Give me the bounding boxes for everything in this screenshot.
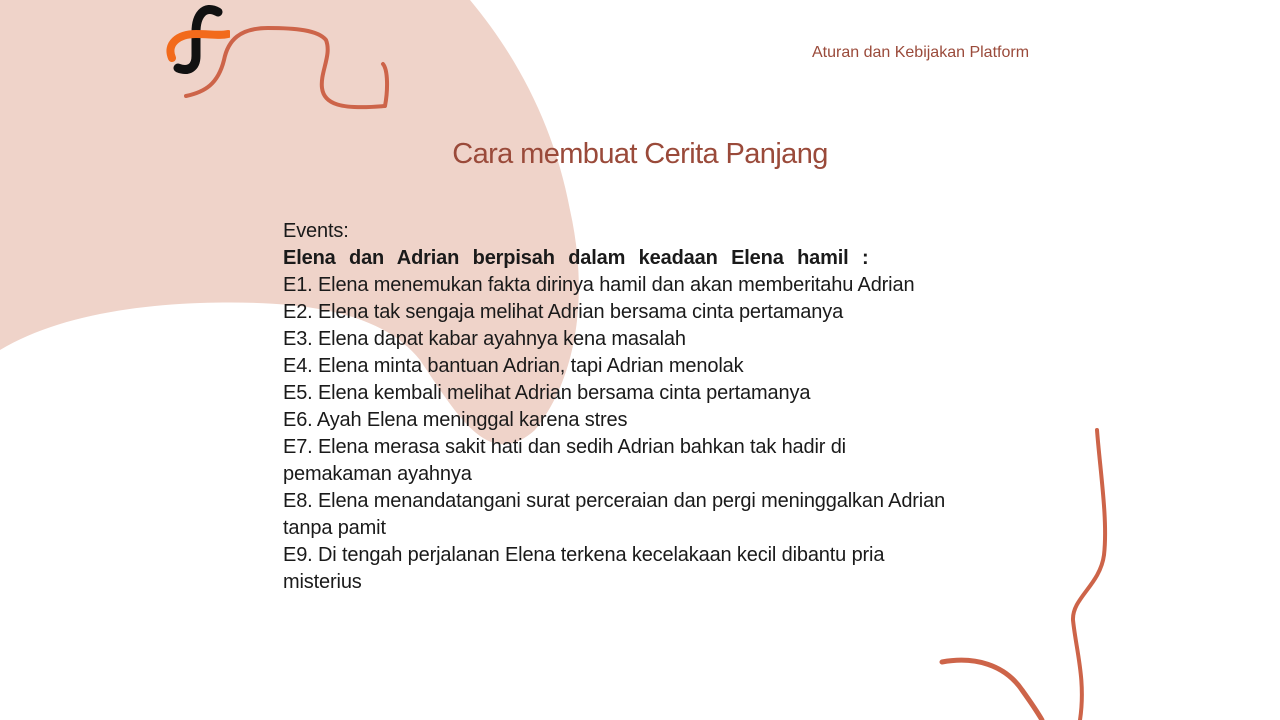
event-item-e2: E2. Elena tak sengaja melihat Adrian bersama cinta pertamanya xyxy=(283,301,844,323)
page-title: Cara membuat Cerita Panjang xyxy=(452,138,828,170)
event-item-e4: E4. Elena minta bantuan Adrian, tapi Adrian menolak xyxy=(283,355,744,377)
event-item-e1: E1. Elena menemukan fakta dirinya hamil dan akan memberitahu Adrian xyxy=(283,274,915,296)
brand-logo-icon xyxy=(166,4,230,76)
event-item-e6: E6. Ayah Elena meninggal karena stres xyxy=(283,409,628,431)
event-item-e9: E9. Di tengah perjalanan Elena terkena kecelakaan kecil dibantu pria misterius xyxy=(283,544,885,593)
event-item-e5: E5. Elena kembali melihat Adrian bersama cinta pertamanya xyxy=(283,382,811,404)
events-label: Events: xyxy=(283,220,349,242)
event-item-e7: E7. Elena merasa sakit hati dan sedih Adrian bahkan tak hadir di pemakaman ayahnya xyxy=(283,436,846,485)
header-label: Aturan dan Kebijakan Platform xyxy=(812,44,1030,61)
event-item-e3: E3. Elena dapat kabar ayahnya kena masalah xyxy=(283,328,686,350)
events-subheading: Elena dan Adrian berpisah dalam keadaan Elena hamil : xyxy=(283,247,869,269)
event-item-e8: E8. Elena menandatangani surat perceraian dan pergi meninggalkan Adrian tanpa pamit xyxy=(283,490,946,539)
bottom-vine-line xyxy=(942,660,1042,720)
events-text-block xyxy=(283,218,983,596)
right-vine-line xyxy=(1073,430,1105,720)
